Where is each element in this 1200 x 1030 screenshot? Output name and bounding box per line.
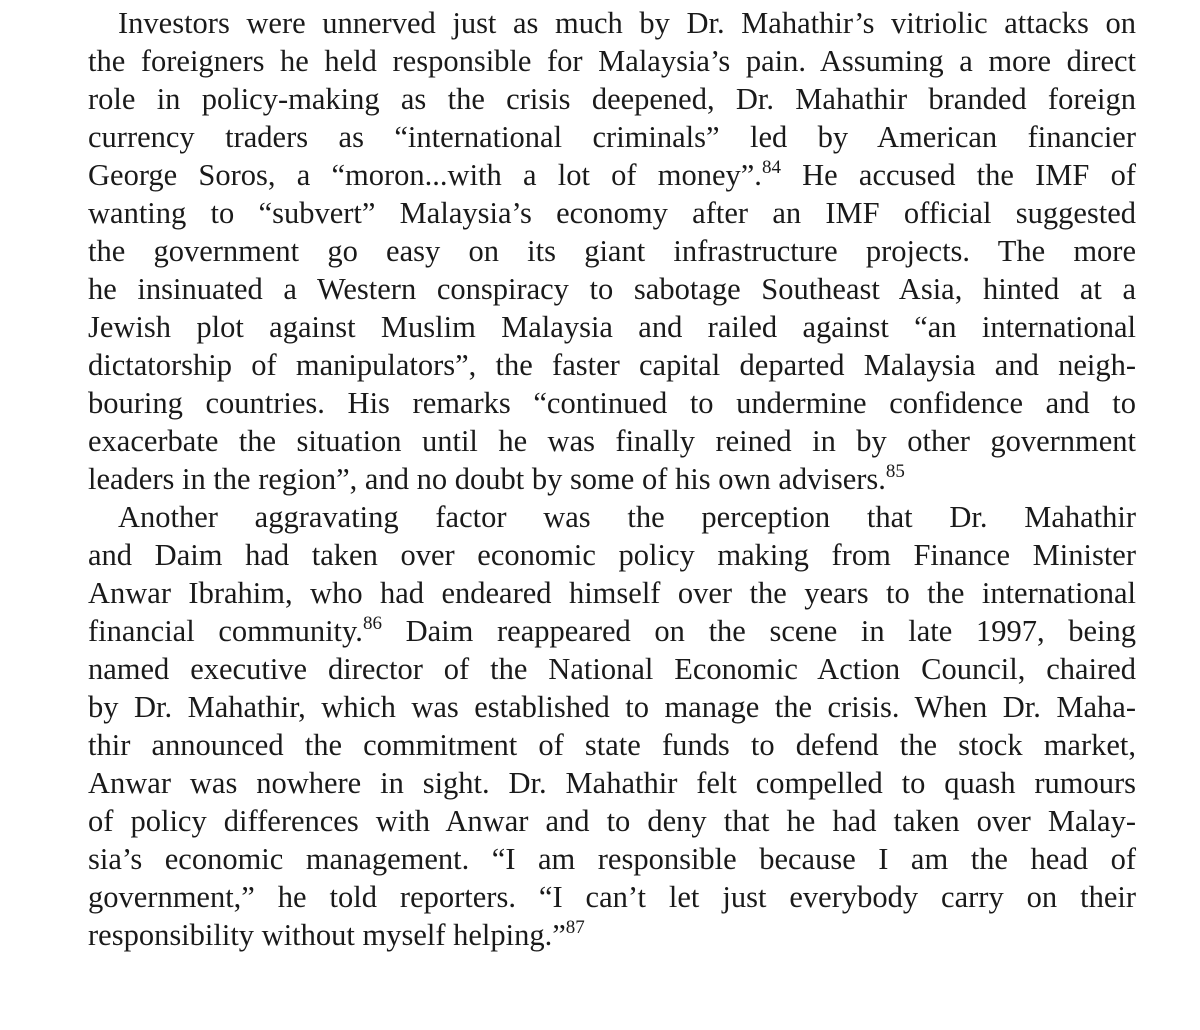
footnote-marker: 84 [761,157,781,178]
text-line: Jewish plot against Muslim Malaysia and railed against “an international [88,310,1136,344]
text-line: wanting to “subvert” Malaysia’s economy after an IMF official suggested [88,196,1136,230]
text-line: government,” he told reporters. “I can’t let just everybody carry on their [88,880,1136,914]
text-line: thir announced the commitment of state funds to defend the stock market, [88,728,1136,762]
paragraph-1 [88,4,1136,498]
text-line: role in policy-making as the crisis deepened, Dr. Mahathir branded foreign [88,82,1136,116]
text-line: sia’s economic management. “I am responsible because I am the head of [88,842,1136,876]
text-line: the foreigners he held responsible for Malaysia’s pain. Assuming a more direct [88,44,1136,78]
footnote-marker: 86 [362,613,382,634]
text-line: Anwar was nowhere in sight. Dr. Mahathir felt compelled to quash rumours [88,766,1136,800]
text-line: responsibility without myself helping.”$^{87}$ [88,917,585,952]
text-line: he insinuated a Western conspiracy to sabotage Southeast Asia, hinted at a [88,272,1136,306]
text-line: financial community.$^{86}$ Daim reappeared on the scene in late 1997, being [88,613,1136,648]
text-line: Investors were unnerved just as much by Dr. Mahathir’s vitriolic attacks on [118,6,1136,40]
text-line: bouring countries. His remarks “continued to undermine confidence and to [88,386,1136,420]
text-line: of policy differences with Anwar and to deny that he had taken over Malay- [88,804,1136,838]
text-line: Anwar Ibrahim, who had endeared himself over the years to the international [88,576,1136,610]
text-line: the government go easy on its giant infrastructure projects. The more [88,234,1136,268]
footnote-marker: 87 [565,917,585,938]
text-line: George Soros, a “moron...with a lot of money”.$^{84}$ He accused the IMF of [88,157,1136,192]
text-line: leaders in the region”, and no doubt by some of his own advisers.$^{85}$ [88,461,905,496]
text-line: and Daim had taken over economic policy making from Finance Minister [88,538,1136,572]
text-line: exacerbate the situation until he was finally reined in by other government [88,424,1136,458]
paragraph-2 [88,498,1136,954]
text-line: dictatorship of manipulators”, the faster capital departed Malaysia and neigh- [88,348,1136,382]
text-line: named executive director of the National Economic Action Council, chaired [88,652,1136,686]
text-line: by Dr. Mahathir, which was established to manage the crisis. When Dr. Maha- [88,690,1136,724]
footnote-marker: 85 [885,461,905,482]
text-line: Another aggravating factor was the perception that Dr. Mahathir [118,500,1136,534]
text-line: currency traders as “international criminals” led by American financier [88,120,1136,154]
